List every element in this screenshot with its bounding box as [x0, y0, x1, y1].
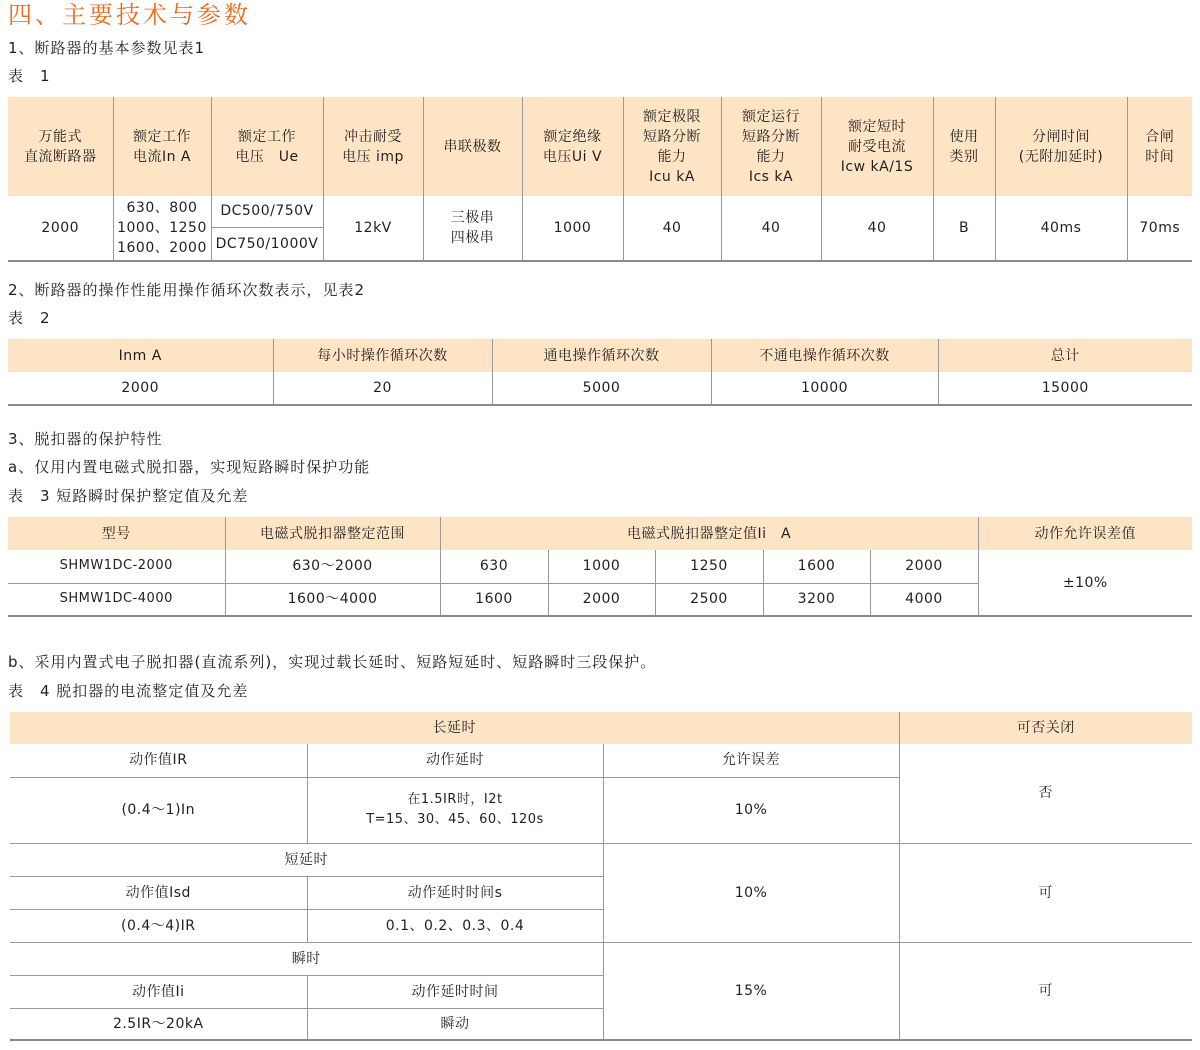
t4-long-value: (0.4～1)In: [10, 777, 307, 843]
t2-h-energized: 通电操作循环次数: [492, 339, 711, 372]
t4-short-value: (0.4～4)IR: [10, 909, 307, 942]
table3-row-1: [8, 550, 1192, 583]
t4-instant-delay: 瞬动: [307, 1008, 603, 1040]
t1-frame: 2000: [41, 220, 80, 236]
t4-instant-tolerance: 15%: [603, 942, 899, 1040]
t4-instant-value: 2.5IR～20kA: [112, 1015, 204, 1032]
t4-short-h-value: 动作值Isd: [10, 876, 307, 909]
t1-h-close-time: 合闸 时间: [1127, 97, 1192, 196]
t4-instant-title-row: [10, 942, 1192, 975]
table-4-electronic-trip: [10, 712, 1192, 1041]
t3-value: 1600: [440, 583, 548, 616]
t4-h-long-delay: 长延时: [10, 712, 899, 744]
t1-h-icu: 额定极限 短路分断 能力 Icu kA: [623, 97, 721, 196]
page-heading: 四、主要技术与参数: [8, 1, 251, 29]
t3-model-2: SHMW1DC-4000: [59, 591, 173, 607]
t1-voltage-1: DC500/750V: [212, 196, 323, 228]
t4-h-can-close: 可否关闭: [899, 712, 1192, 744]
t2-h-total: 总计: [938, 339, 1192, 372]
table2-label: 表 2: [8, 309, 51, 327]
t1-h-ics: 额定运行 短路分断 能力 Ics kA: [721, 97, 821, 196]
t1-h-frame: 万能式 直流断路器: [8, 97, 113, 196]
table3-header-row: [8, 517, 1192, 550]
t1-h-insulation: 额定绝缘 电压Ui V: [522, 97, 623, 196]
table2-header-row: [8, 339, 1192, 372]
t3-h-model: 型号: [8, 517, 225, 550]
table-1-basic-params: [8, 97, 1192, 262]
t4-short-title-row: [10, 843, 1192, 876]
section3-title: 3、脱扣器的保护特性: [8, 430, 163, 448]
t4-short-delay: 0.1、0.2、0.3、0.4: [307, 909, 603, 942]
t4-short-closable: 可: [899, 843, 1192, 942]
t4-long-subheader: [10, 744, 1192, 777]
t1-impulse: 12kV: [323, 196, 423, 261]
t4-header-row: [10, 712, 1192, 744]
t4-instant-h-value: 动作值Ii: [10, 975, 307, 1008]
t2-h-non-energized: 不通电操作循环次数: [711, 339, 938, 372]
section1-intro: 1、断路器的基本参数见表1: [8, 39, 206, 57]
t1-h-voltage: 额定工作 电压 Ue: [211, 97, 323, 196]
t3-value: 2500: [655, 583, 763, 616]
section3-a-line: a、仅用内置电磁式脱扣器，实现短路瞬时保护功能: [8, 458, 371, 476]
table-3-instant-protection: [8, 517, 1192, 617]
table2-data-row: [8, 372, 1192, 405]
t3-range-1: 630～2000: [225, 550, 440, 583]
t1-voltage-2: DC750/1000V: [215, 236, 319, 252]
t2-h-per-hour: 每小时操作循环次数: [273, 339, 492, 372]
t1-h-poles: 串联极数: [423, 97, 522, 196]
section4-b-line: b、采用内置式电子脱扣器(直流系列)，实现过载长延时、短路短延时、短路瞬时三段保护。: [8, 653, 657, 671]
t1-h-current: 额定工作 电流In A: [113, 97, 211, 196]
t1-h-icw: 额定短时 耐受电流 Icw kA/1S: [821, 97, 933, 196]
t3-value: 1250: [655, 550, 763, 583]
table3-label: 表 3 短路瞬时保护整定值及允差: [8, 487, 249, 505]
t1-category: B: [933, 196, 995, 261]
t3-h-tolerance: 动作允许误差值: [978, 517, 1192, 550]
section2-intro: 2、断路器的操作性能用操作循环次数表示，见表2: [8, 281, 366, 299]
table1-header-row: [8, 97, 1192, 196]
t4-long-h-tolerance: 允许误差: [603, 744, 899, 777]
t1-h-impulse: 冲击耐受 电压 imp: [323, 97, 423, 196]
t4-long-tolerance: 10%: [603, 777, 899, 843]
t1-icw: 40: [821, 196, 933, 261]
t1-icu: 40: [623, 196, 721, 261]
table4-label: 表 4 脱扣器的电流整定值及允差: [8, 682, 249, 700]
t3-value: 4000: [870, 583, 978, 616]
t2-per-hour: 20: [273, 372, 492, 405]
t4-short-tolerance: 10%: [603, 843, 899, 942]
t2-inm: 2000: [121, 380, 160, 396]
table1-label: 表 1: [8, 67, 51, 85]
t1-open-time: 40ms: [995, 196, 1127, 261]
t1-h-category: 使用 类别: [933, 97, 995, 196]
t3-value: 630: [440, 550, 548, 583]
t4-long-delay: 在1.5IR时，I2t T=15、30、45、60、120s: [307, 777, 603, 843]
t1-insulation: 1000: [522, 196, 623, 261]
t3-value: 3200: [763, 583, 870, 616]
t4-long-closable: 否: [899, 744, 1192, 843]
t4-long-h-value: 动作值IR: [10, 744, 307, 777]
t3-model-1: SHMW1DC-2000: [59, 558, 173, 574]
table-2-operation-cycles: [8, 339, 1192, 406]
t1-current: 630、800 1000、1250 1600、2000: [113, 196, 211, 261]
t3-h-range: 电磁式脱扣器整定范围: [225, 517, 440, 550]
t2-non-energized: 10000: [711, 372, 938, 405]
t4-instant-title: 瞬时: [10, 942, 603, 975]
t3-h-setting: 电磁式脱扣器整定值Ii A: [440, 517, 978, 550]
t1-ics: 40: [721, 196, 821, 261]
t1-voltage: [211, 196, 323, 261]
t3-range-2: 1600～4000: [225, 583, 440, 616]
t3-value: 1000: [548, 550, 655, 583]
t4-instant-closable: 可: [899, 942, 1192, 1040]
t4-instant-h-delay: 动作延时时间: [307, 975, 603, 1008]
t1-close-time: 70ms: [1127, 196, 1192, 261]
t4-short-delay-title: 短延时: [10, 843, 603, 876]
t3-value: 2000: [870, 550, 978, 583]
t3-value: 1600: [763, 550, 870, 583]
t4-long-h-delay: 动作延时: [307, 744, 603, 777]
table1-data-row: [8, 196, 1192, 261]
t3-tolerance: ±10%: [978, 550, 1192, 616]
t1-h-open-time: 分闸时间 (无附加延时): [995, 97, 1127, 196]
t1-poles: 三极串 四极串: [423, 196, 522, 261]
t2-energized: 5000: [492, 372, 711, 405]
t4-short-h-delay: 动作延时时间s: [307, 876, 603, 909]
t2-h-inm: Inm A: [8, 339, 273, 372]
t2-total: 15000: [938, 372, 1192, 405]
t3-value: 2000: [548, 583, 655, 616]
